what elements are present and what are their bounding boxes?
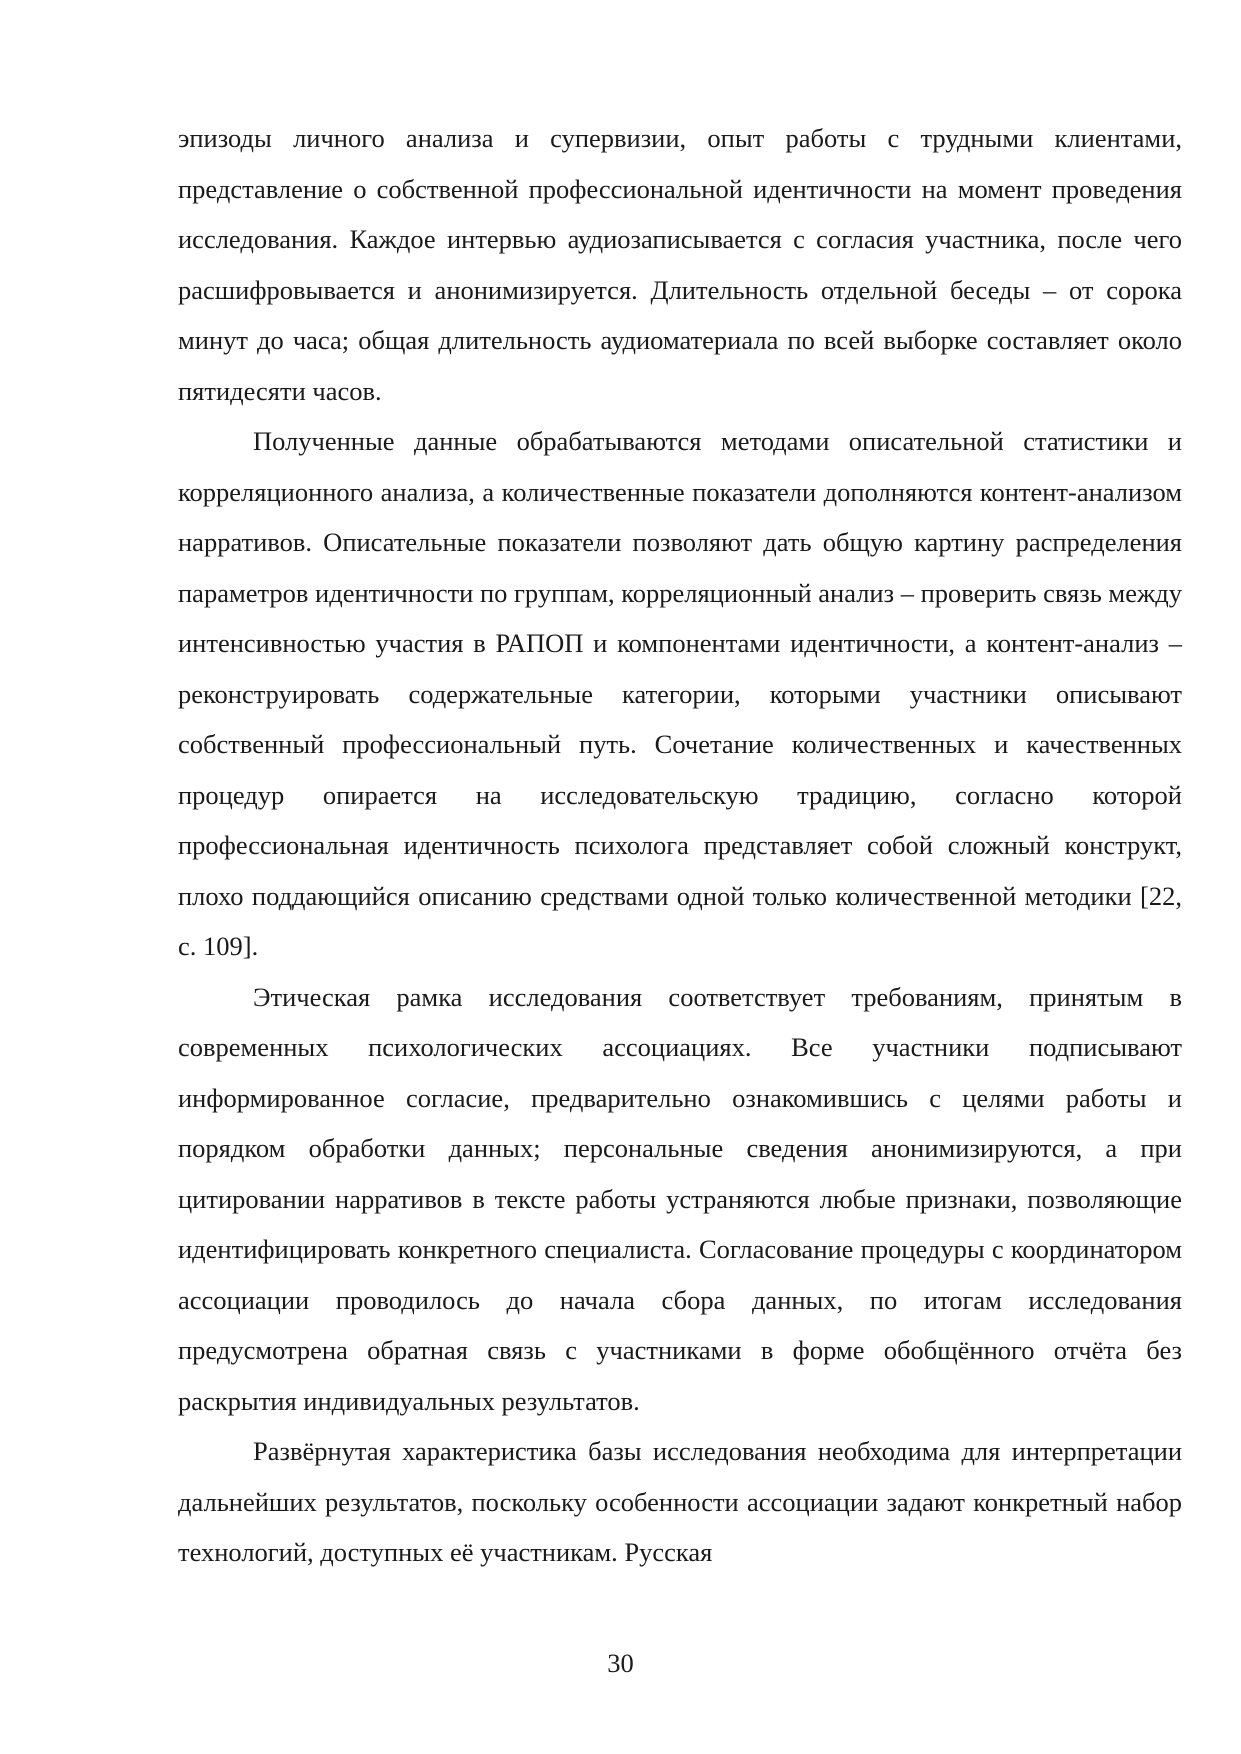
- paragraph-2: Полученные данные обрабатываются методами описательной статистики и корреляционного анализа, а количественные показатели дополняются контент-анализом нарративов. Описательные показатели позволяют дать общую картину распределения параметров идентичности по группам, корреляционный анализ – проверить связь между интенсивностью участия в РАПОП и компонентами идентичности, а контент-анализ – реконструировать содержательные категории, которыми участники описывают собственный профессиональный путь. Сочетание количественных и качественных процедур опирается на исследовательскую традицию, согласно которой профессиональная идентичность психолога представляет собой сложный конструкт, плохо поддающийся описанию средствами одной только количественной методики [22, с. 109].: [178, 426, 1182, 961]
- body-text: [178, 113, 1182, 1578]
- paragraph-1: эпизоды личного анализа и супервизии, опыт работы с трудными клиентами, представление о собственной профессиональной идентичности на момент проведения исследования. Каждое интервью аудиозаписывается с согласия участника, после чего расшифровывается и анонимизируется. Длительность отдельной беседы – от сорока минут до часа; общая длительность аудиоматериала по всей выборке составляет около пятидесяти часов.: [178, 123, 1182, 406]
- page-number: 30: [607, 1648, 634, 1678]
- paragraph-3: Этическая рамка исследования соответствует требованиям, принятым в современных психологических ассоциациях. Все участники подписывают информированное согласие, предварительно ознакомившись с целями работы и порядком обработки данных; персональные сведения анонимизируются, а при цитировании нарративов в тексте работы устраняются любые признаки, позволяющие идентифицировать конкретного специалиста. Согласование процедуры с координатором ассоциации проводилось до начала сбора данных, по итогам исследования предусмотрена обратная связь с участниками в форме обобщённого отчёта без раскрытия индивидуальных результатов.: [178, 981, 1182, 1416]
- paragraph-4: Развёрнутая характеристика базы исследования необходима для интерпретации дальнейших результатов, поскольку особенности ассоциации задают конкретный набор технологий, доступных её участникам. Русская: [178, 1436, 1182, 1567]
